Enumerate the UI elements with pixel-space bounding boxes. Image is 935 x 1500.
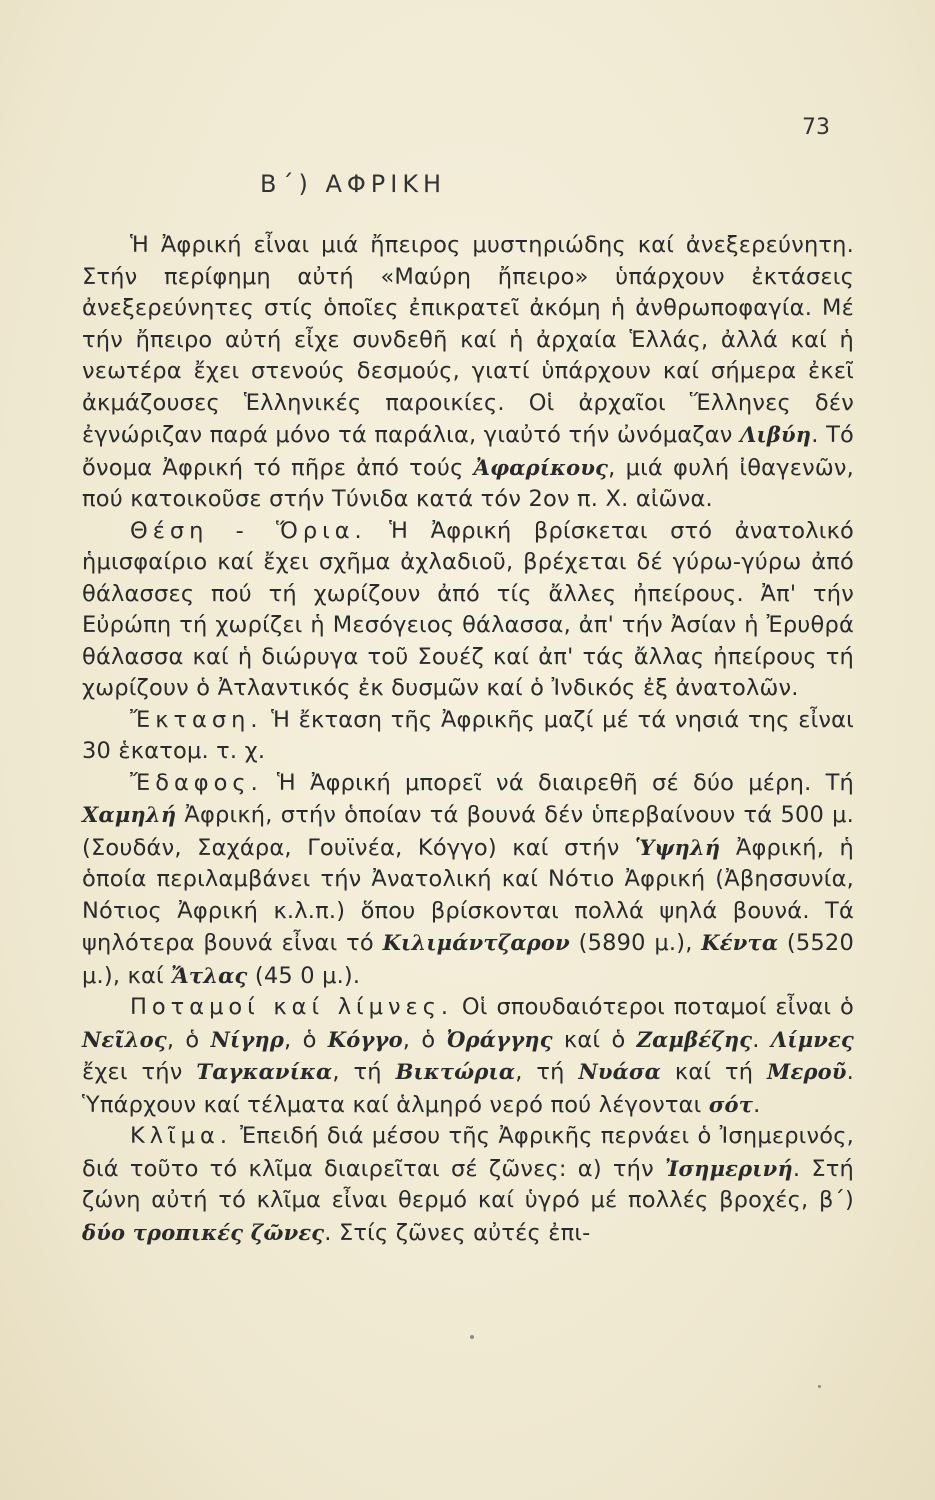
term-limnes: Λίμνες [770,1026,855,1052]
intro-text: Ἡ Ἀφρική εἶναι μιά ἤπειρος μυστηριώδης καί ἀνεξερεύνητη. Στήν περίφημη αὐτή «Μαύρη ἤπειρο» ὑπάρχουν ἐκτάσεις ἀνεξερεύνητες στίς ὁποῖες ἐπικρατεῖ ἀκόμη ἡ ἀνθρωποφαγία. Μέ τήν ἤπειρο αὐτή εἶχε συνδεθῆ καί ἡ ἀρχαία Ἑλλάς, ἀλλά καί ἡ νεωτέρα ἔχει στενούς δεσμούς, γιατί ὑπάρχουν καί σήμερα ἐκεῖ ἀκμάζουσες Ἑλληνικές παροικίες. Οἱ ἀρχαῖοι Ἕλληνες δέν ἐγνώριζαν παρά μόνο τά παράλια, γιαὐτό τήν ὠνόμαζαν [82,232,854,448]
page-number: 73 [802,115,830,140]
term-sot: σότ [708,1091,754,1117]
term-kongo: Κόγγο [327,1026,403,1052]
potamoi-end: . [753,1091,761,1118]
chapter-heading: Β΄) ΑΦΡΙΚΗ [260,170,447,198]
term-chamili: Χαμηλή [82,802,177,827]
paragraph-thesi [82,516,854,705]
intro-end: , μιά φυλή ἰθαγενῶν, πού κατοικοῦσε στήν Τύνιδα κατά τόν 2ον π. Χ. αἰῶνα. [82,454,855,512]
body-text [82,230,854,1249]
paragraph-edafos [82,768,854,993]
ektasi-text: Ἡ ἔκταση τῆς Ἀφρικῆς μαζί μέ τά νησιά της εἶναι 30 ἑκατομ. τ. χ. [82,706,854,764]
edafos-text-6: (45 0 μ.). [247,962,361,989]
paragraph-intro [82,230,854,516]
term-tanganika: Ταγκανίκα [196,1059,333,1084]
section-label-thesi: Θέση - Ὅρια. [130,517,367,544]
edafos-text-4: (5890 μ.), [569,930,693,956]
term-orangis: Ὀράγγης [446,1026,553,1052]
potamoi-sep: , τή [332,1059,382,1085]
edafos-text-5: (5520 μ.), καί [82,930,854,989]
potamoi-sep: καί τή [661,1059,754,1085]
intro-mid: . Τό ὄνομα Ἀφρική τό πῆρε ἀπό τούς [82,422,854,481]
paragraph-klima [82,1121,854,1249]
term-tropikes: δύο τροπικές ζῶνες [82,1219,325,1245]
term-libye: Λιβύη [740,422,812,447]
edafos-text-2: Ἀφρική, στήν ὁποίαν τά βουνά δέν ὑπερβαίνουν τά 500 μ. (Σουδάν, Σαχάρα, Γουϊνέα, Κόγγο) καί στήν [82,802,854,861]
section-label-ektasi: Ἔκταση. [130,706,263,733]
potamoi-text-3: . Ὑπάρχουν καί τέλματα καί ἁλμηρό νερό πού λέγονται [82,1059,854,1118]
term-isimerini: Ἰσημερινή [665,1155,793,1181]
paragraph-ektasi [82,705,854,768]
klima-text-3: . Στίς ζῶνες αὐτές ἐπι- [324,1219,591,1246]
term-kilimantzaro: Κιλιμάντζαρον [382,930,570,955]
section-label-edafos: Ἔδαφος. [130,769,263,796]
term-neilos: Νεῖλος [82,1026,167,1052]
term-nigir: Νίγηρ [210,1026,285,1052]
potamoi-text-2: ἔχει τήν [82,1059,183,1085]
potamoi-sep: . [752,1026,760,1053]
term-afarikous: Ἀφαρίκους [473,454,609,480]
term-kenta: Κέντα [701,930,779,955]
ink-speck [470,1335,474,1339]
potamoi-sep: , ὁ [402,1026,436,1053]
term-nyasa: Νυάσα [578,1059,662,1084]
potamoi-sep: , ὁ [166,1026,200,1053]
potamoi-text-1: Οἱ σπουδαιότεροι ποταμοί εἶναι ὁ [453,994,855,1020]
klima-text-2: . Στή ζώνη αὐτή τό κλῖμα εἶναι θερμό καί ὑγρό μέ πολλές βροχές, β΄) [82,1155,855,1213]
potamoi-sep: , τή [515,1059,565,1085]
paragraph-potamoi [82,992,854,1121]
section-label-potamoi: Ποταμοί καί λίμνες. [130,994,454,1020]
term-viktoria: Βικτώρια [395,1059,516,1084]
klima-text-1: Ἐπειδή διά μέσου τῆς Ἀφρικῆς περνάει ὁ Ἰσημερινός, διά τοῦτο τό κλῖμα διαιρεῖται σέ ζῶνες: α) τήν [82,1123,854,1182]
term-atlas: Ἄτλας [171,962,248,988]
term-merou: Μεροῦ [767,1059,847,1084]
edafos-text-3: Ἀφρική, ἡ ὁποία περιλαμβάνει τήν Ἀνατολική καί Νότιο Ἀφρική (Ἀβησσυνία, Νότιος Ἀφρική κ.λ.π.) ὅπου βρίσκονται πολλά ψηλά βουνά. Τά ψηλότερα βουνά εἶναι τό [82,834,854,956]
ink-speck [818,1385,821,1388]
potamoi-sep: καί ὁ [552,1026,626,1053]
thesi-text: Ἡ Ἀφρική βρίσκεται στό ἀνατολικό ἡμισφαίριο καί ἔχει σχῆμα ἀχλαδιοῦ, βρέχεται δέ γύρω-γύρω ἀπό θάλασσες πού τή χωρίζουν ἀπό τίς ἄλλες ἠπείρους. Ἀπ' τήν Εὐρώπη τή χωρίζει ἡ Μεσόγειος θάλασσα, ἀπ' τήν Ἀσίαν ἡ Ἐρυθρά θάλασσα καί ἡ διώρυγα τοῦ Σουέζ καί ἀπ' τάς ἄλλας ἠπείρους τή χωρίζουν ὁ Ἀτλαντικός ἐκ δυσμῶν καί ὁ Ἰνδικός ἐξ ἀνατολῶν. [82,517,854,701]
term-ypsili: Ὑψηλή [634,834,721,860]
edafos-text-1: Ἡ Ἀφρική μπορεῖ νά διαιρεθῆ σέ δύο μέρη. Τή [262,769,854,796]
section-label-klima: Κλῖμα. [130,1123,232,1149]
term-zamvezis: Ζαμβέζης [636,1026,753,1052]
potamoi-sep: , ὁ [284,1026,317,1053]
